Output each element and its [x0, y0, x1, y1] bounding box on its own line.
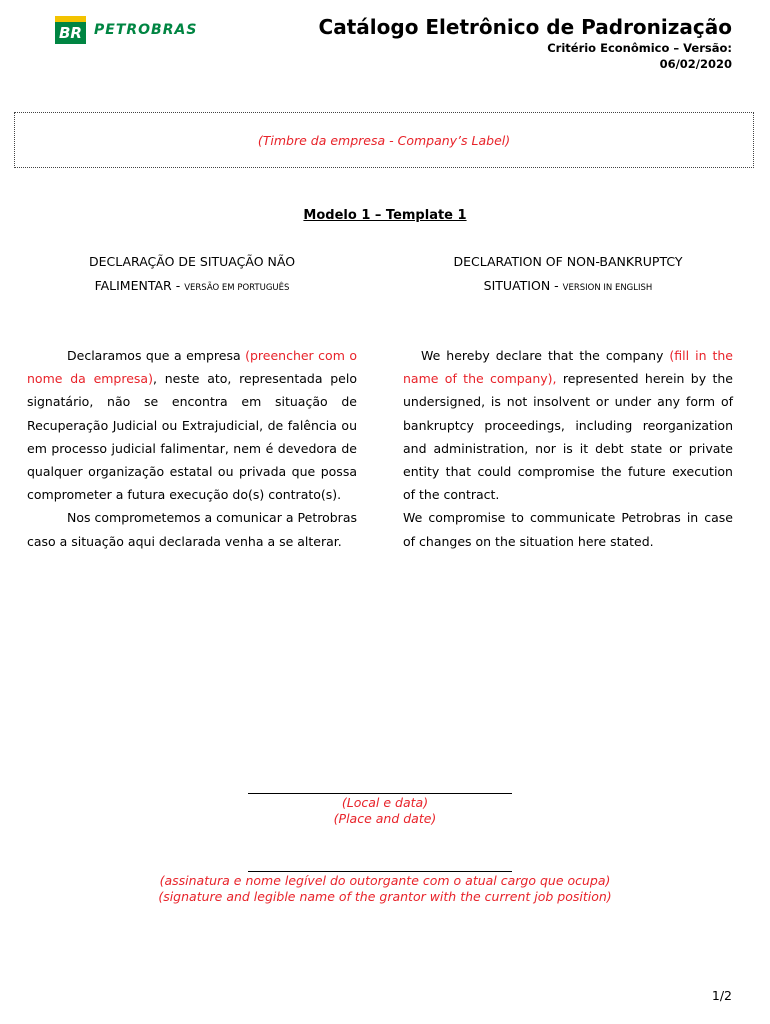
company-label-text: (Timbre da empresa - Company’s Label) — [257, 132, 511, 148]
left-declaration-text — [27, 344, 357, 553]
left-paragraph-2: Nos comprometemos a comunicar a Petrobras caso a situação aqui declarada venha a se alterar. — [27, 510, 357, 549]
right-paragraph-1: We hereby declare that the company (fill in the name of the company), represented herein by the undersigned, is not insolvent or under any form of bankruptcy proceedings, including reorganization and administration, nor is it debt state or private entity that could compromise the future execution of the contract. — [403, 348, 733, 503]
left-paragraph-1: Declaramos que a empresa (preencher com o nome da empresa), neste ato, representada pelo signatário, não se encontra em situação de Recuperação Judicial ou Extrajudicial, de falência ou em processo judicial falimentar, nem é devedora de qualquer organização estatal ou privada que possa comprometer a futura execução do(s) contrato(s). — [27, 348, 357, 503]
catalog-title: Catálogo Eletrônico de Padronização — [318, 15, 732, 39]
signature-line — [248, 871, 512, 872]
company-label-box — [14, 112, 754, 168]
catalog-subtitle — [547, 40, 732, 72]
place-date-line — [248, 793, 512, 794]
signature-label: (assinatura e nome legível do outorgante com o atual cargo que ocupa) (signature and legible name of the grantor with the current job position) — [158, 873, 612, 904]
right-paragraph-2: We compromise to communicate Petrobras in case of changes on the situation here stated. — [403, 510, 733, 549]
right-heading: DECLARATION OF NON-BANKRUPTCY SITUATION - VERSION IN ENGLISH — [453, 254, 683, 293]
place-date-label: (Local e data) (Place and date) — [333, 795, 437, 826]
subtitle-line-1: Critério Econômico – Versão: — [547, 41, 732, 55]
br-logo-icon: BR — [55, 16, 86, 44]
logo-wordmark: PETROBRAS — [94, 22, 198, 38]
right-declaration-text — [403, 344, 733, 553]
model-title: Modelo 1 – Template 1 — [303, 208, 467, 223]
page-number: 1/2 — [711, 988, 732, 1003]
petrobras-logo — [55, 16, 197, 44]
left-heading: DECLARAÇÃO DE SITUAÇÃO NÃO FALIMENTAR - VERSÃO EM PORTUGUÊS — [88, 254, 296, 293]
subtitle-version-date: 06/02/2020 — [659, 57, 732, 71]
